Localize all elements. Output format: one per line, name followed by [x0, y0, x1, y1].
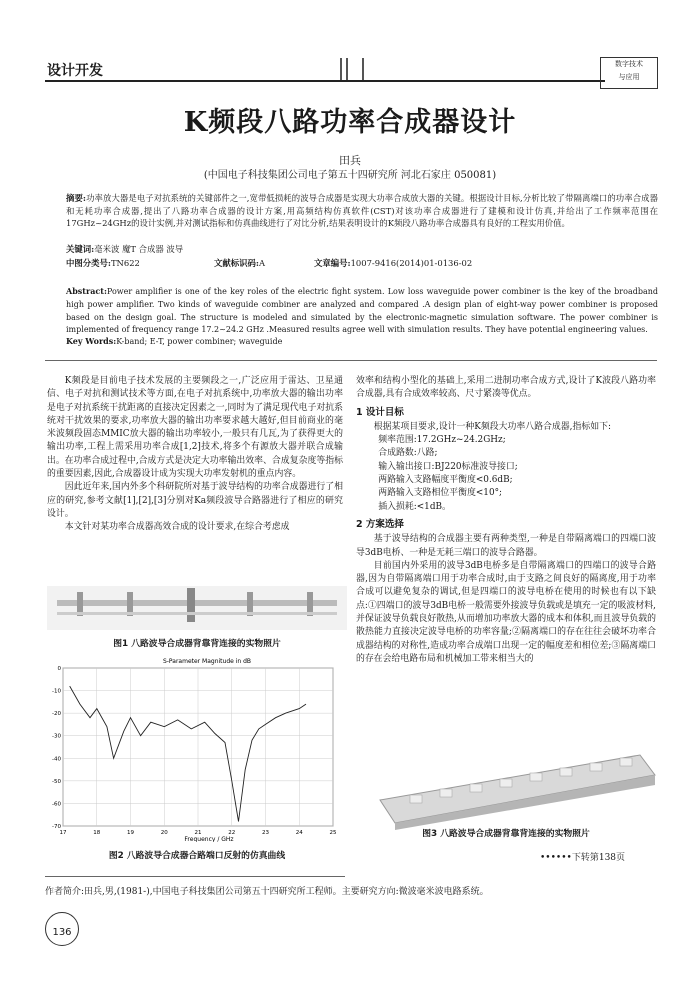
keywords-en	[66, 336, 282, 346]
chart-y-tick-label: 0	[57, 666, 61, 672]
left-column	[47, 375, 343, 535]
chart-x-tick-label: 20	[160, 830, 168, 836]
figure1-caption: 图1 八路波导合成器背靠背连接的实物照片	[113, 639, 281, 649]
footer-divider	[45, 876, 345, 877]
chart-x-tick-label: 21	[194, 830, 202, 836]
spec-item: 输入输出接口:BJ220标准波导接口;	[378, 461, 518, 472]
abstract-label: 摘要:	[66, 193, 87, 203]
chart-x-tick-label: 19	[127, 830, 134, 836]
body-paragraph: 本文针对某功率合成器高效合成的设计要求,在综合考虑成	[64, 522, 290, 533]
abstract-en-text: Power amplifier is one of the key roles of the electric fight system. Low loss waveguide power combiner is the key of the broadband high power amplifier. Two kinds of waveguide combiner are analyzed and compared .A design plan of eight-way power combiner is proposed based on the design goal. The structure is modeled and simulated by the electronic-magnetic simulation software. The power combiner is implemented of frequency range 17.2~24.2 GHz .Measured results agree well with simulation results. They have potential engineering values.	[66, 287, 658, 335]
body-paragraph: 根据某项目要求,设计一种K频段大功率八路合成器,指标如下:	[373, 421, 611, 432]
spec-item: 插入损耗:<1dB。	[378, 501, 451, 512]
affiliation: (中国电子科技集团公司电子第五十四研究所 河北石家庄 050081)	[203, 170, 497, 181]
chart-x-tick-label: 17	[59, 830, 67, 836]
right-column	[356, 375, 656, 666]
continued-note: ••••••下转第138页	[540, 853, 626, 863]
author-name: 田兵	[339, 154, 361, 167]
header-decoration	[340, 58, 366, 80]
doc-code: 文献标识码:A	[214, 258, 266, 268]
page-number: 136	[45, 912, 79, 946]
chart-x-tick-label: 24	[295, 830, 303, 836]
body-paragraph: 目前国内外采用的波导3dB电桥多是自带隔离端口的四端口的波导合路器,因为自带隔离端口用于功率合成时,由于支路之间良好的隔离度,用于功率合成可以避免复杂的调试,但是四端口的波导电桥在使用的时候也有以下缺点:①四端口的波导3dB电桥一般需要外接波导负载或是填充一定的吸波材料,并保证波导负载良好散热,从而增加功率放大器的成本和体积,而且波导负载的散热能力直接决定波导电桥的功率容量;②隔离端口的存在往往会破坏功率合成器结构的对称性,造成功率合成端口出现一定的幅度差和相位差;③隔离端口的存在会给电路布局和机械加工带来相当大的	[356, 560, 656, 664]
keywords-label: 关键词:	[66, 244, 95, 254]
chart-y-tick-label: -10	[52, 688, 61, 695]
spec-item: 两路输入支路相位平衡度<10°;	[378, 488, 503, 499]
chart-y-tick-label: -40	[52, 756, 61, 763]
body-paragraph: 基于波导结构的合成器主要有两种类型,一种是自带隔离端口的四端口波导3dB电桥、一种是无耗三端口的波导合路器。	[356, 534, 656, 558]
section-heading: 2 方案选择	[356, 518, 404, 530]
chart-x-tick-label: 23	[262, 830, 269, 836]
abstract-text: 功率放大器是电子对抗系统的关键部件之一,宽带低损耗的波导合成器是实现大功率合成放大器的关键。根据设计目标,分析比较了带隔离端口的功率合成器和无耗功率合成器,提出了八路功率合成器的设计方案,用高频结构仿真软件(CST)对该功率合成器进行了建模和设计仿真,并给出了工作频率范围在17GHz~24GHz的设计实例,并对测试指标和仿真曲线进行了对比分析,结果表明设计的K频段八路功率合成器具有良好的工程实用价值。	[66, 193, 659, 229]
header-rule	[45, 80, 605, 82]
logo-line2: 与应用	[618, 73, 640, 81]
author-bio: 作者简介:田兵,男,(1981-),中国电子科技集团公司第五十四研究所工程师。主要研究方向:微波毫米波电路系统。	[45, 887, 489, 897]
body-paragraph: K频段是目前电子技术发展的主要频段之一,广泛应用于雷达、卫星通信、电子对抗和测试技术等方面,在电子对抗系统中,功率放大器的输出功率是电子对抗系统干扰距离的直接决定因素之一,同时为了满足现代电子对抗系统对干扰效果的要求,功率放大器的输出功率要求越大越好,但目前商业的毫米波频段固态MMIC放大器的输出功率较小,一般只有几瓦,为了获得更大的输出功率,工程上需采用功率合成[1,2]技术,将多个有源放大器并联合成输出。在功率合成过程中,合成方式是决定大功率输出效率、合成复杂度等指标的重要因素,因此,合成器设计成为实现大功率发射机的重点内容。	[47, 376, 343, 480]
keywords-en-label: Key Words:	[66, 336, 117, 346]
keywords-cn	[66, 243, 183, 255]
spec-item: 两路输入支路幅度平衡度<0.6dB;	[378, 475, 513, 486]
keywords-text: 毫米波 魔T 合成器 波导	[94, 244, 184, 254]
chart-y-tick-label: -20	[52, 711, 61, 718]
figure3-caption: 图3 八路波导合成器背靠背连接的实物照片	[422, 829, 590, 839]
chart-x-tick-label: 22	[228, 830, 236, 836]
article-number: 文章编号:1007-9416(2014)01-0136-02	[314, 258, 473, 268]
section-label: 设计开发	[47, 63, 103, 79]
figure2-chart	[47, 652, 347, 842]
abstract-divider	[45, 360, 657, 361]
abstract-cn	[66, 192, 658, 230]
clc-number: 中图分类号:TN622	[66, 258, 140, 268]
keywords-en-text: K-band; E-T, power combiner; waveguide	[116, 337, 283, 346]
chart-x-tick-label: 25	[329, 830, 337, 836]
body-paragraph: 因此近年来,国内外多个科研院所对基于波导结构的功率合成器进行了相应的研究,参考文献[1],[2],[3]分别对Ka频段波导合路器进行了相应的研究设计。	[47, 482, 343, 519]
chart-x-tick-label: 18	[93, 830, 101, 836]
figure2-caption: 图2 八路波导合成器合路端口反射的仿真曲线	[108, 851, 286, 861]
abstract-en-label: Abstract:	[66, 286, 107, 296]
logo-line1: 数字技术	[615, 60, 643, 68]
journal-logo	[600, 57, 658, 89]
figure1-photo	[47, 586, 347, 630]
section-heading: 1 设计目标	[356, 406, 404, 418]
figure3-photo	[370, 745, 660, 830]
chart-xlabel: Frequency / GHz	[184, 836, 234, 842]
abstract-en	[66, 285, 658, 337]
chart-y-tick-label: -70	[52, 824, 61, 830]
chart-y-tick-label: -60	[52, 801, 61, 808]
article-title: K频段八路功率合成器设计	[183, 107, 517, 138]
spec-item: 频率范围:17.2GHz~24.2GHz;	[378, 435, 506, 446]
chart-y-tick-label: -30	[52, 733, 61, 740]
spec-item: 合成路数:八路;	[378, 448, 438, 459]
chart-title: S-Parameter Magnitude in dB	[162, 658, 252, 665]
chart-y-tick-label: -50	[52, 778, 61, 785]
body-paragraph: 效率和结构小型化的基础上,采用二进制功率合成方式,设计了K波段八路功率合成器,具有合成效率较高、尺寸紧凑等优点。	[356, 376, 656, 400]
